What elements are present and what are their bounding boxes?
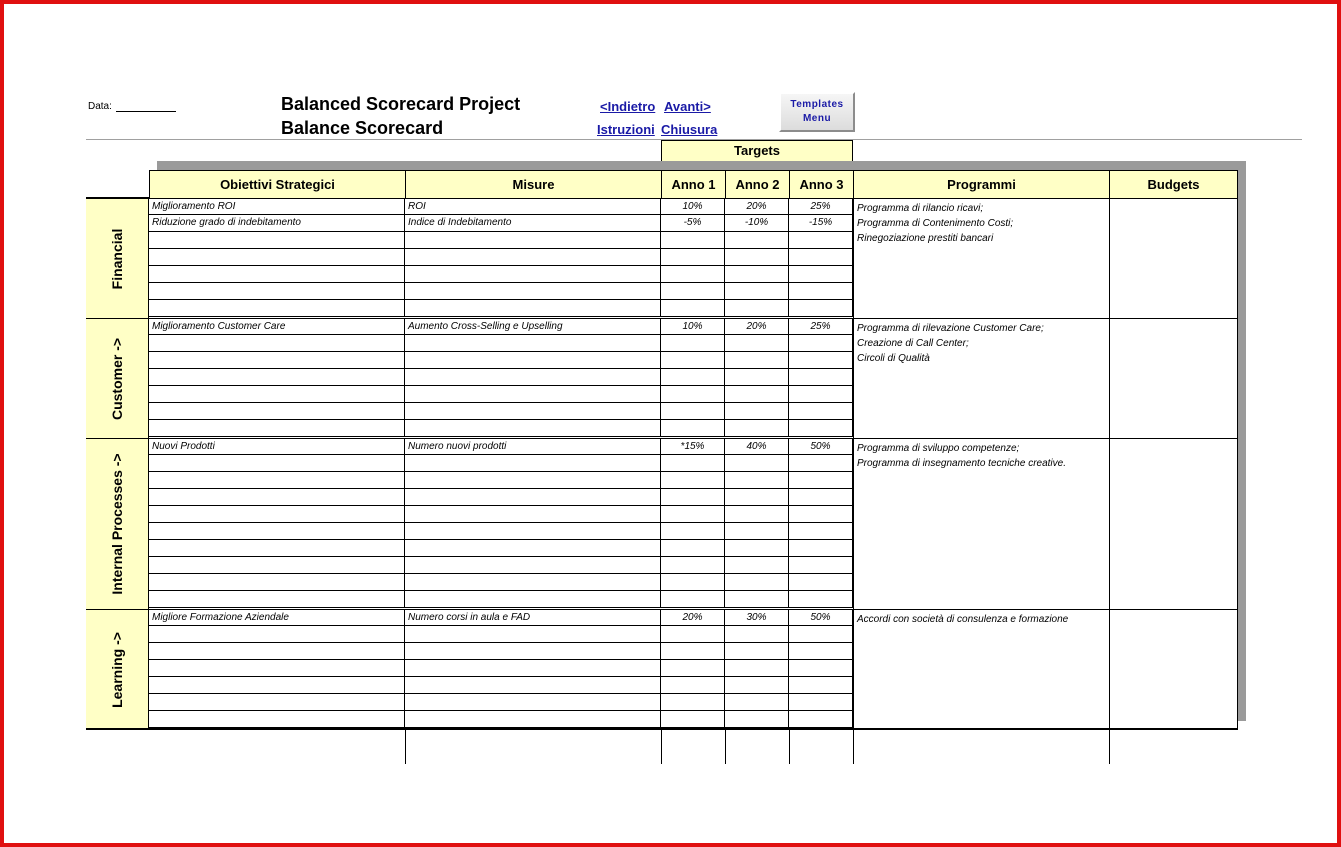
program-item: Programma di rilevazione Customer Care;	[857, 323, 1044, 334]
objective-cell[interactable]	[149, 677, 405, 693]
year2-target-cell[interactable]	[725, 643, 789, 659]
col-header-objectives: Obiettivi Strategici	[149, 170, 406, 199]
year3-target-cell[interactable]	[789, 249, 853, 265]
objective-cell[interactable]	[149, 711, 405, 727]
year3-target-cell[interactable]	[789, 369, 853, 385]
year3-target-cell[interactable]	[789, 626, 853, 642]
year2-target-cell[interactable]	[725, 557, 789, 573]
objective-cell[interactable]	[149, 455, 405, 471]
page-title: Balanced Scorecard Project	[281, 94, 521, 114]
year2-target-cell[interactable]	[725, 403, 789, 419]
year1-target-cell[interactable]	[661, 232, 725, 248]
program-item: Rinegoziazione prestiti bancari	[857, 233, 994, 244]
col-header-programs: Programmi	[853, 170, 1110, 199]
program-item: Accordi con società di consulenza e formazione	[857, 614, 1069, 625]
year1-target-cell[interactable]	[661, 386, 725, 402]
year2-target-cell[interactable]	[725, 386, 789, 402]
table-row	[149, 711, 854, 728]
year1-target-cell[interactable]	[661, 266, 725, 282]
year3-target-cell[interactable]	[789, 455, 853, 471]
year1-target-cell[interactable]	[661, 352, 725, 368]
year3-target-cell[interactable]	[789, 523, 853, 539]
table-row	[149, 318, 854, 335]
year3-target-cell[interactable]	[789, 266, 853, 282]
table-row	[149, 643, 854, 660]
budget-cell[interactable]	[1109, 609, 1238, 729]
table-row	[149, 386, 854, 403]
year1-target-cell[interactable]: 20%	[661, 610, 725, 626]
col-header-year3: Anno 3	[789, 170, 854, 199]
program-item: Programma di Contenimento Costi;	[857, 218, 1014, 229]
year1-target-cell[interactable]	[661, 523, 725, 539]
year2-target-cell[interactable]	[725, 300, 789, 316]
table-row	[149, 198, 854, 215]
year1-target-cell[interactable]: 10%	[661, 199, 725, 215]
year2-target-cell[interactable]: 20%	[725, 199, 789, 215]
table-row	[149, 335, 854, 352]
table-row	[149, 591, 854, 608]
year3-target-cell[interactable]: -15%	[789, 215, 853, 231]
table-row	[149, 557, 854, 574]
year1-target-cell[interactable]	[661, 420, 725, 436]
year3-target-cell[interactable]: 50%	[789, 439, 853, 455]
year3-target-cell[interactable]	[789, 574, 853, 590]
year1-target-cell[interactable]	[661, 472, 725, 488]
year1-target-cell[interactable]	[661, 335, 725, 351]
templates-menu-button[interactable]: Templates Menu	[779, 92, 855, 132]
objective-cell[interactable]	[149, 335, 405, 351]
objective-cell[interactable]	[149, 506, 405, 522]
year2-target-cell[interactable]	[725, 694, 789, 710]
year3-target-cell[interactable]	[789, 677, 853, 693]
year2-target-cell[interactable]	[725, 420, 789, 436]
year2-target-cell[interactable]	[725, 677, 789, 693]
year3-target-cell[interactable]: 50%	[789, 610, 853, 626]
budget-cell[interactable]	[1109, 438, 1238, 609]
year2-target-cell[interactable]: 20%	[725, 319, 789, 335]
objective-cell[interactable]	[149, 352, 405, 368]
year1-target-cell[interactable]	[661, 455, 725, 471]
programs-cell[interactable]	[853, 609, 1110, 729]
objective-cell[interactable]	[149, 369, 405, 385]
program-item: Programma di insegnamento tecniche creative.	[857, 458, 1066, 469]
budget-cell[interactable]	[1109, 198, 1238, 318]
table-row	[149, 626, 854, 643]
year3-target-cell[interactable]	[789, 352, 853, 368]
program-item: Programma di rilancio ricavi;	[857, 203, 984, 214]
table-row	[149, 506, 854, 523]
table-bottom-border	[86, 728, 1238, 730]
objective-cell[interactable]	[149, 232, 405, 248]
year2-target-cell[interactable]	[725, 472, 789, 488]
year3-target-cell[interactable]	[789, 489, 853, 505]
grid-line	[725, 730, 726, 764]
grid-line	[789, 730, 790, 764]
year3-target-cell[interactable]	[789, 420, 853, 436]
year3-target-cell[interactable]	[789, 386, 853, 402]
grid-line	[661, 730, 662, 764]
measure-cell[interactable]	[405, 335, 661, 351]
measure-cell[interactable]	[405, 455, 661, 471]
objective-cell[interactable]	[149, 626, 405, 642]
year1-target-cell[interactable]	[661, 557, 725, 573]
measure-cell[interactable]	[405, 643, 661, 659]
objective-cell[interactable]: Riduzione grado di indebitamento	[149, 215, 405, 231]
section-label-box	[86, 198, 149, 318]
year2-target-cell[interactable]	[725, 626, 789, 642]
measure-cell[interactable]	[405, 711, 661, 727]
objective-cell[interactable]	[149, 523, 405, 539]
objective-cell[interactable]: Miglioramento ROI	[149, 199, 405, 215]
year3-target-cell[interactable]	[789, 232, 853, 248]
year1-target-cell[interactable]	[661, 660, 725, 676]
table-row	[149, 300, 854, 317]
section-label-box	[86, 438, 149, 609]
measure-cell[interactable]	[405, 420, 661, 436]
year2-target-cell[interactable]	[725, 489, 789, 505]
year3-target-cell[interactable]	[789, 472, 853, 488]
measure-cell[interactable]	[405, 403, 661, 419]
measure-cell[interactable]	[405, 574, 661, 590]
program-item: Circoli di Qualità	[857, 353, 930, 364]
table-row	[149, 472, 854, 489]
objective-cell[interactable]	[149, 386, 405, 402]
objective-cell[interactable]	[149, 403, 405, 419]
year1-target-cell[interactable]: *15%	[661, 439, 725, 455]
date-field[interactable]	[116, 111, 176, 112]
table-row	[149, 232, 854, 249]
measure-cell[interactable]	[405, 232, 661, 248]
table-row	[149, 283, 854, 300]
year2-target-cell[interactable]	[725, 266, 789, 282]
measure-cell[interactable]: Indice di Indebitamento	[405, 215, 661, 231]
grid-line	[405, 730, 406, 764]
col-header-year2: Anno 2	[725, 170, 790, 199]
objective-cell[interactable]: Migliore Formazione Aziendale	[149, 610, 405, 626]
year2-target-cell[interactable]	[725, 540, 789, 556]
year3-target-cell[interactable]	[789, 335, 853, 351]
year1-target-cell[interactable]: -5%	[661, 215, 725, 231]
measure-cell[interactable]	[405, 591, 661, 607]
year3-target-cell[interactable]	[789, 660, 853, 676]
year3-target-cell[interactable]	[789, 694, 853, 710]
measure-cell[interactable]	[405, 523, 661, 539]
year1-target-cell[interactable]: 10%	[661, 319, 725, 335]
col-header-budgets: Budgets	[1109, 170, 1238, 199]
targets-header: Targets	[661, 140, 853, 161]
close-link[interactable]: Chiusura	[661, 122, 718, 137]
table-row	[149, 523, 854, 540]
year3-target-cell[interactable]	[789, 506, 853, 522]
table-row	[149, 438, 854, 455]
year1-target-cell[interactable]	[661, 489, 725, 505]
measure-cell[interactable]	[405, 369, 661, 385]
table-row	[149, 420, 854, 437]
year3-target-cell[interactable]	[789, 591, 853, 607]
table-row	[149, 489, 854, 506]
year1-target-cell[interactable]	[661, 711, 725, 727]
measure-cell[interactable]	[405, 626, 661, 642]
year2-target-cell[interactable]	[725, 574, 789, 590]
year1-target-cell[interactable]	[661, 403, 725, 419]
measure-cell[interactable]: Aumento Cross-Selling e Upselling	[405, 319, 661, 335]
year1-target-cell[interactable]	[661, 506, 725, 522]
measure-cell[interactable]	[405, 266, 661, 282]
year1-target-cell[interactable]	[661, 643, 725, 659]
table-row	[149, 694, 854, 711]
measure-cell[interactable]	[405, 472, 661, 488]
table-row	[149, 249, 854, 266]
year3-target-cell[interactable]	[789, 643, 853, 659]
year2-target-cell[interactable]	[725, 455, 789, 471]
year2-target-cell[interactable]	[725, 283, 789, 299]
objective-cell[interactable]	[149, 694, 405, 710]
forward-link[interactable]: Avanti>	[664, 99, 711, 114]
year3-target-cell[interactable]: 25%	[789, 199, 853, 215]
measure-cell[interactable]: ROI	[405, 199, 661, 215]
objective-cell[interactable]	[149, 420, 405, 436]
year3-target-cell[interactable]	[789, 300, 853, 316]
col-header-year1: Anno 1	[661, 170, 726, 199]
objective-cell[interactable]	[149, 591, 405, 607]
page-subtitle: Balance Scorecard	[281, 118, 444, 138]
year2-target-cell[interactable]	[725, 660, 789, 676]
program-item: Programma di sviluppo competenze;	[857, 443, 1020, 454]
table-row	[149, 369, 854, 386]
grid-line	[853, 730, 854, 764]
measure-cell[interactable]	[405, 386, 661, 402]
measure-cell[interactable]	[405, 300, 661, 316]
table-row	[149, 660, 854, 677]
year2-target-cell[interactable]	[725, 506, 789, 522]
objective-cell[interactable]: Miglioramento Customer Care	[149, 319, 405, 335]
objective-cell[interactable]	[149, 643, 405, 659]
year1-target-cell[interactable]	[661, 694, 725, 710]
measure-cell[interactable]	[405, 557, 661, 573]
objective-cell[interactable]	[149, 266, 405, 282]
objective-cell[interactable]	[149, 489, 405, 505]
year2-target-cell[interactable]	[725, 523, 789, 539]
section-label: Learning ->	[109, 631, 125, 708]
programs-cell[interactable]	[853, 198, 1110, 318]
back-link[interactable]: <Indietro	[600, 99, 656, 114]
year1-target-cell[interactable]	[661, 626, 725, 642]
measure-cell[interactable]	[405, 489, 661, 505]
year2-target-cell[interactable]	[725, 249, 789, 265]
measure-cell[interactable]	[405, 506, 661, 522]
table-row	[149, 677, 854, 694]
instructions-link[interactable]: Istruzioni	[597, 122, 655, 137]
programs-cell[interactable]	[853, 438, 1110, 609]
col-header-measures: Misure	[405, 170, 662, 199]
measure-cell[interactable]	[405, 540, 661, 556]
year2-target-cell[interactable]: 40%	[725, 439, 789, 455]
year1-target-cell[interactable]	[661, 591, 725, 607]
year2-target-cell[interactable]: 30%	[725, 610, 789, 626]
year3-target-cell[interactable]	[789, 283, 853, 299]
measure-cell[interactable]	[405, 352, 661, 368]
year3-target-cell[interactable]	[789, 711, 853, 727]
section-label: Financial	[109, 228, 125, 289]
measure-cell[interactable]	[405, 283, 661, 299]
table-row	[149, 215, 854, 232]
measure-cell[interactable]	[405, 249, 661, 265]
measure-cell[interactable]	[405, 677, 661, 693]
objective-cell[interactable]	[149, 660, 405, 676]
year1-target-cell[interactable]	[661, 249, 725, 265]
section-label: Internal Processes ->	[109, 453, 125, 595]
measure-cell[interactable]: Numero nuovi prodotti	[405, 439, 661, 455]
year3-target-cell[interactable]: 25%	[789, 319, 853, 335]
table-row	[149, 266, 854, 283]
objective-cell[interactable]	[149, 557, 405, 573]
objective-cell[interactable]	[149, 540, 405, 556]
year1-target-cell[interactable]	[661, 300, 725, 316]
year2-target-cell[interactable]	[725, 335, 789, 351]
year1-target-cell[interactable]	[661, 574, 725, 590]
year2-target-cell[interactable]	[725, 232, 789, 248]
section-label: Customer ->	[109, 337, 125, 420]
year3-target-cell[interactable]	[789, 557, 853, 573]
table-row	[149, 574, 854, 591]
measure-cell[interactable]	[405, 694, 661, 710]
year1-target-cell[interactable]	[661, 540, 725, 556]
table-shadow-right	[1237, 161, 1246, 721]
year2-target-cell[interactable]	[725, 352, 789, 368]
table-row	[149, 455, 854, 472]
year2-target-cell[interactable]: -10%	[725, 215, 789, 231]
objective-cell[interactable]	[149, 283, 405, 299]
grid-line	[1109, 730, 1110, 764]
measure-cell[interactable]: Numero corsi in aula e FAD	[405, 610, 661, 626]
table-row	[149, 540, 854, 557]
measure-cell[interactable]	[405, 660, 661, 676]
section-label-box	[86, 318, 149, 438]
table-row	[149, 352, 854, 369]
objective-cell[interactable]	[149, 574, 405, 590]
year2-target-cell[interactable]	[725, 711, 789, 727]
year2-target-cell[interactable]	[725, 369, 789, 385]
objective-cell[interactable]	[149, 249, 405, 265]
objective-cell[interactable]	[149, 300, 405, 316]
year3-target-cell[interactable]	[789, 540, 853, 556]
objective-cell[interactable]	[149, 472, 405, 488]
year1-target-cell[interactable]	[661, 369, 725, 385]
table-row	[149, 403, 854, 420]
objective-cell[interactable]: Nuovi Prodotti	[149, 439, 405, 455]
section-label-box	[86, 609, 149, 729]
table-row	[149, 609, 854, 626]
year3-target-cell[interactable]	[789, 403, 853, 419]
year1-target-cell[interactable]	[661, 677, 725, 693]
programs-cell[interactable]	[853, 318, 1110, 438]
year2-target-cell[interactable]	[725, 591, 789, 607]
year1-target-cell[interactable]	[661, 283, 725, 299]
program-item: Creazione di Call Center;	[857, 338, 969, 349]
budget-cell[interactable]	[1109, 318, 1238, 438]
date-label: Data:	[88, 101, 112, 112]
